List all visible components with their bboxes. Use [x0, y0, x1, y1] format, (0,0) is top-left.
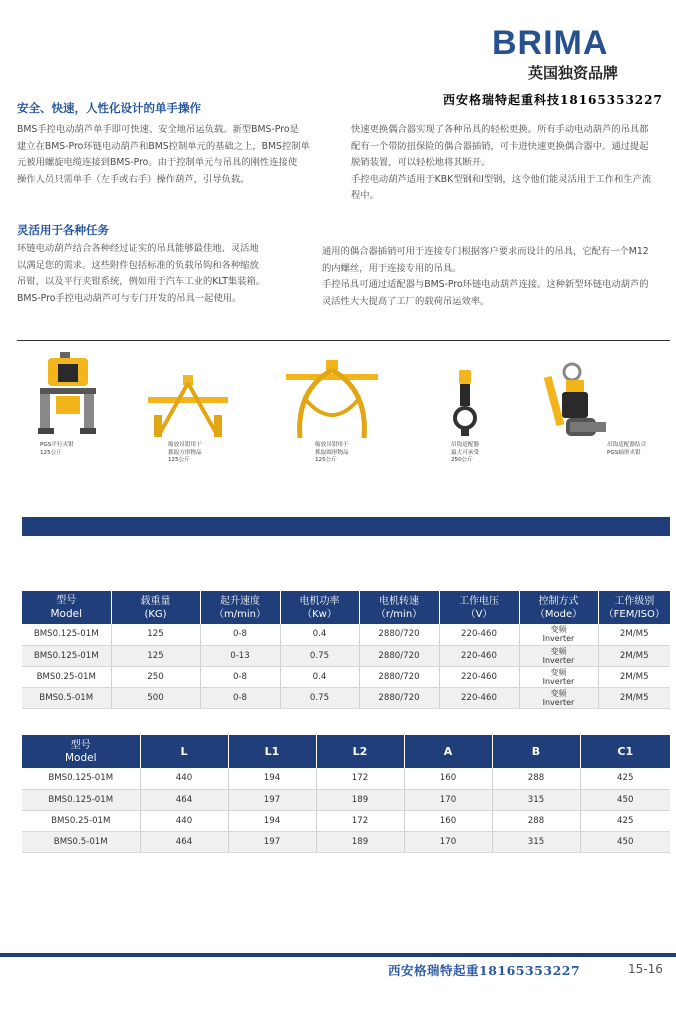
footer-bar [0, 953, 676, 957]
table-cell: 288 [492, 768, 580, 789]
dimension-table [22, 735, 670, 853]
table-cell: 464 [140, 831, 228, 852]
hook-adapter-pgs-icon [540, 352, 610, 444]
section-title-tasks: 灵活用于各种任务 [17, 223, 109, 237]
table-row [22, 789, 670, 810]
table-cell: BMS0.25-01M [22, 810, 140, 831]
table-cell: 197 [228, 789, 316, 810]
product-caption: PGS平行夹钳 125公斤 [40, 442, 74, 456]
scissor-tong-rect-icon [148, 375, 228, 439]
column-header: 工作级别 （FEM/ISO） [598, 591, 670, 624]
table-cell: 2880/720 [359, 624, 439, 645]
table-cell: 197 [228, 831, 316, 852]
table-cell: 450 [580, 789, 670, 810]
table-cell: 变频 Inverter [519, 687, 598, 708]
table-cell: 170 [404, 831, 492, 852]
table-cell: 194 [228, 810, 316, 831]
page-number: 15-16 [628, 962, 663, 976]
table-cell: 440 [140, 768, 228, 789]
table-cell: 500 [111, 687, 200, 708]
table-row [22, 810, 670, 831]
table-cell: 172 [316, 768, 404, 789]
column-header: L [140, 735, 228, 768]
table-cell: 172 [316, 810, 404, 831]
column-header: 工作电压 （V） [439, 591, 519, 624]
table-cell: 450 [580, 831, 670, 852]
brand-logo: BRIMA [492, 24, 609, 62]
table-header-row [22, 735, 670, 768]
table-cell: 189 [316, 789, 404, 810]
section2-left-text: 环链电动葫芦结合各种经过证实的吊具能够最佳地、灵活地 以满足您的需求。这些附件包括标准的负载吊钩和各种缩放 吊钳，以及平行夹钳系统，例如用于汽车工业的KLT集装箱。 BMS-Pro手控电动葫芦可与专门开发的吊具一起使用。 [17, 243, 266, 304]
section1-left-text: BMS手控电动葫芦单手即可快速、安全地吊运负载。新型BMS-Pro是 建立在BMS-Pro环链电动葫芦和BMS控制单元的基础之上，BMS控制单 元被用螺旋电缆连接到BMS-Pro。由于控制单元与吊具的刚性连接使 操作人员只需单手（左手或右手）操作葫芦，引导负载。 [17, 124, 310, 185]
hook-adapter-icon [452, 370, 478, 442]
column-header: 起升速度 （m/min） [200, 591, 280, 624]
table-cell: 220-460 [439, 687, 519, 708]
table-cell: 0-8 [200, 666, 280, 687]
table-cell: 425 [580, 768, 670, 789]
table-cell: 125 [111, 624, 200, 645]
parallel-gripper-hoist-icon [30, 350, 100, 440]
table-cell: 194 [228, 768, 316, 789]
brand-tagline: 英国独资品牌 [528, 64, 619, 82]
table-cell: 2880/720 [359, 666, 439, 687]
table-cell: 0.4 [280, 666, 359, 687]
table-row [22, 768, 670, 789]
table-cell: 425 [580, 810, 670, 831]
table-cell: 变频 Inverter [519, 666, 598, 687]
table-cell: 440 [140, 810, 228, 831]
spec-table [22, 591, 670, 709]
table-cell: 2M/M5 [598, 687, 670, 708]
product-caption: 吊钩适配器结合 PGS轴形夹钳 [607, 442, 647, 456]
section1-right-text: 快速更换偶合器实现了各种吊具的轻松更换。所有手动电动葫芦的吊具都 配有一个带防扭保险的偶合器插销，可卡进快速更换偶合器中。通过提起 脱销装置，可以轻松地将其断开。 手控电动葫芦适用于KBK型钢和I型钢，这令他们能灵活用于工作和生产流 程中。 [351, 124, 652, 201]
table-row [22, 687, 670, 708]
table-cell: 0.4 [280, 624, 359, 645]
product-caption: 缩放吊钳用于 抓取圆形物品 125公斤 [315, 442, 349, 464]
table-cell: BMS0.125-01M [22, 768, 140, 789]
table-header-row [22, 591, 670, 624]
table-cell: 变频 Inverter [519, 624, 598, 645]
table-cell: 0-8 [200, 687, 280, 708]
section-divider [17, 340, 670, 341]
table-cell: 189 [316, 831, 404, 852]
column-header: L1 [228, 735, 316, 768]
table-cell: 0.75 [280, 645, 359, 666]
table-cell: 160 [404, 810, 492, 831]
column-header: B [492, 735, 580, 768]
table-cell: 170 [404, 789, 492, 810]
table-row [22, 831, 670, 852]
table-cell: 464 [140, 789, 228, 810]
table-cell: BMS0.125-01M [22, 645, 111, 666]
column-header: A [404, 735, 492, 768]
column-header: 型号 Model [22, 735, 140, 768]
table-cell: 2880/720 [359, 645, 439, 666]
table-cell: 2880/720 [359, 687, 439, 708]
table-cell: 变频 Inverter [519, 645, 598, 666]
table-cell: 2M/M5 [598, 666, 670, 687]
table-cell: BMS0.5-01M [22, 831, 140, 852]
column-header: 控制方式 （Mode） [519, 591, 598, 624]
table-cell: 250 [111, 666, 200, 687]
table-cell: 288 [492, 810, 580, 831]
table-cell: 220-460 [439, 645, 519, 666]
table-cell: 0-13 [200, 645, 280, 666]
column-header: 载重量 (KG) [111, 591, 200, 624]
section-bar [22, 517, 670, 536]
table-cell: 2M/M5 [598, 645, 670, 666]
company-name: 西安格瑞特起重科技18165353227 [443, 93, 663, 107]
table-cell: 220-460 [439, 666, 519, 687]
section-title-operation: 安全、快速，人性化设计的单手操作 [17, 101, 201, 115]
table-cell: 0-8 [200, 624, 280, 645]
footer-company: 西安格瑞特起重18165353227 [388, 963, 581, 978]
column-header: C1 [580, 735, 670, 768]
table-cell: 315 [492, 789, 580, 810]
section2-right-text: 通用的偶合器插销可用于连接专门根据客户要求而设计的吊具，它配有一个M12 的内螺丝，用于连接专用的吊具。 手控吊具可通过适配器与BMS-Pro环链电动葫芦连接。这种新型环链电动葫芦的 灵活性大大提高了工厂的载荷吊运效率。 [322, 246, 649, 307]
table-cell: BMS0.125-01M [22, 624, 111, 645]
table-cell: 125 [111, 645, 200, 666]
column-header: 电机转速 （r/min） [359, 591, 439, 624]
column-header: L2 [316, 735, 404, 768]
product-caption: 吊钩适配器 最大可承受 250公斤 [451, 442, 479, 464]
column-header: 型号 Model [22, 591, 111, 624]
table-cell: BMS0.125-01M [22, 789, 140, 810]
scissor-tong-round-icon [286, 360, 378, 440]
table-cell: 315 [492, 831, 580, 852]
table-row [22, 624, 670, 645]
table-cell: BMS0.25-01M [22, 666, 111, 687]
table-cell: BMS0.5-01M [22, 687, 111, 708]
table-cell: 2M/M5 [598, 624, 670, 645]
table-cell: 160 [404, 768, 492, 789]
column-header: 电机功率 （Kw） [280, 591, 359, 624]
table-row [22, 666, 670, 687]
product-caption: 缩放吊钳用于 抓取方形物品 125公斤 [168, 442, 202, 464]
table-cell: 0.75 [280, 687, 359, 708]
table-row [22, 645, 670, 666]
table-cell: 220-460 [439, 624, 519, 645]
